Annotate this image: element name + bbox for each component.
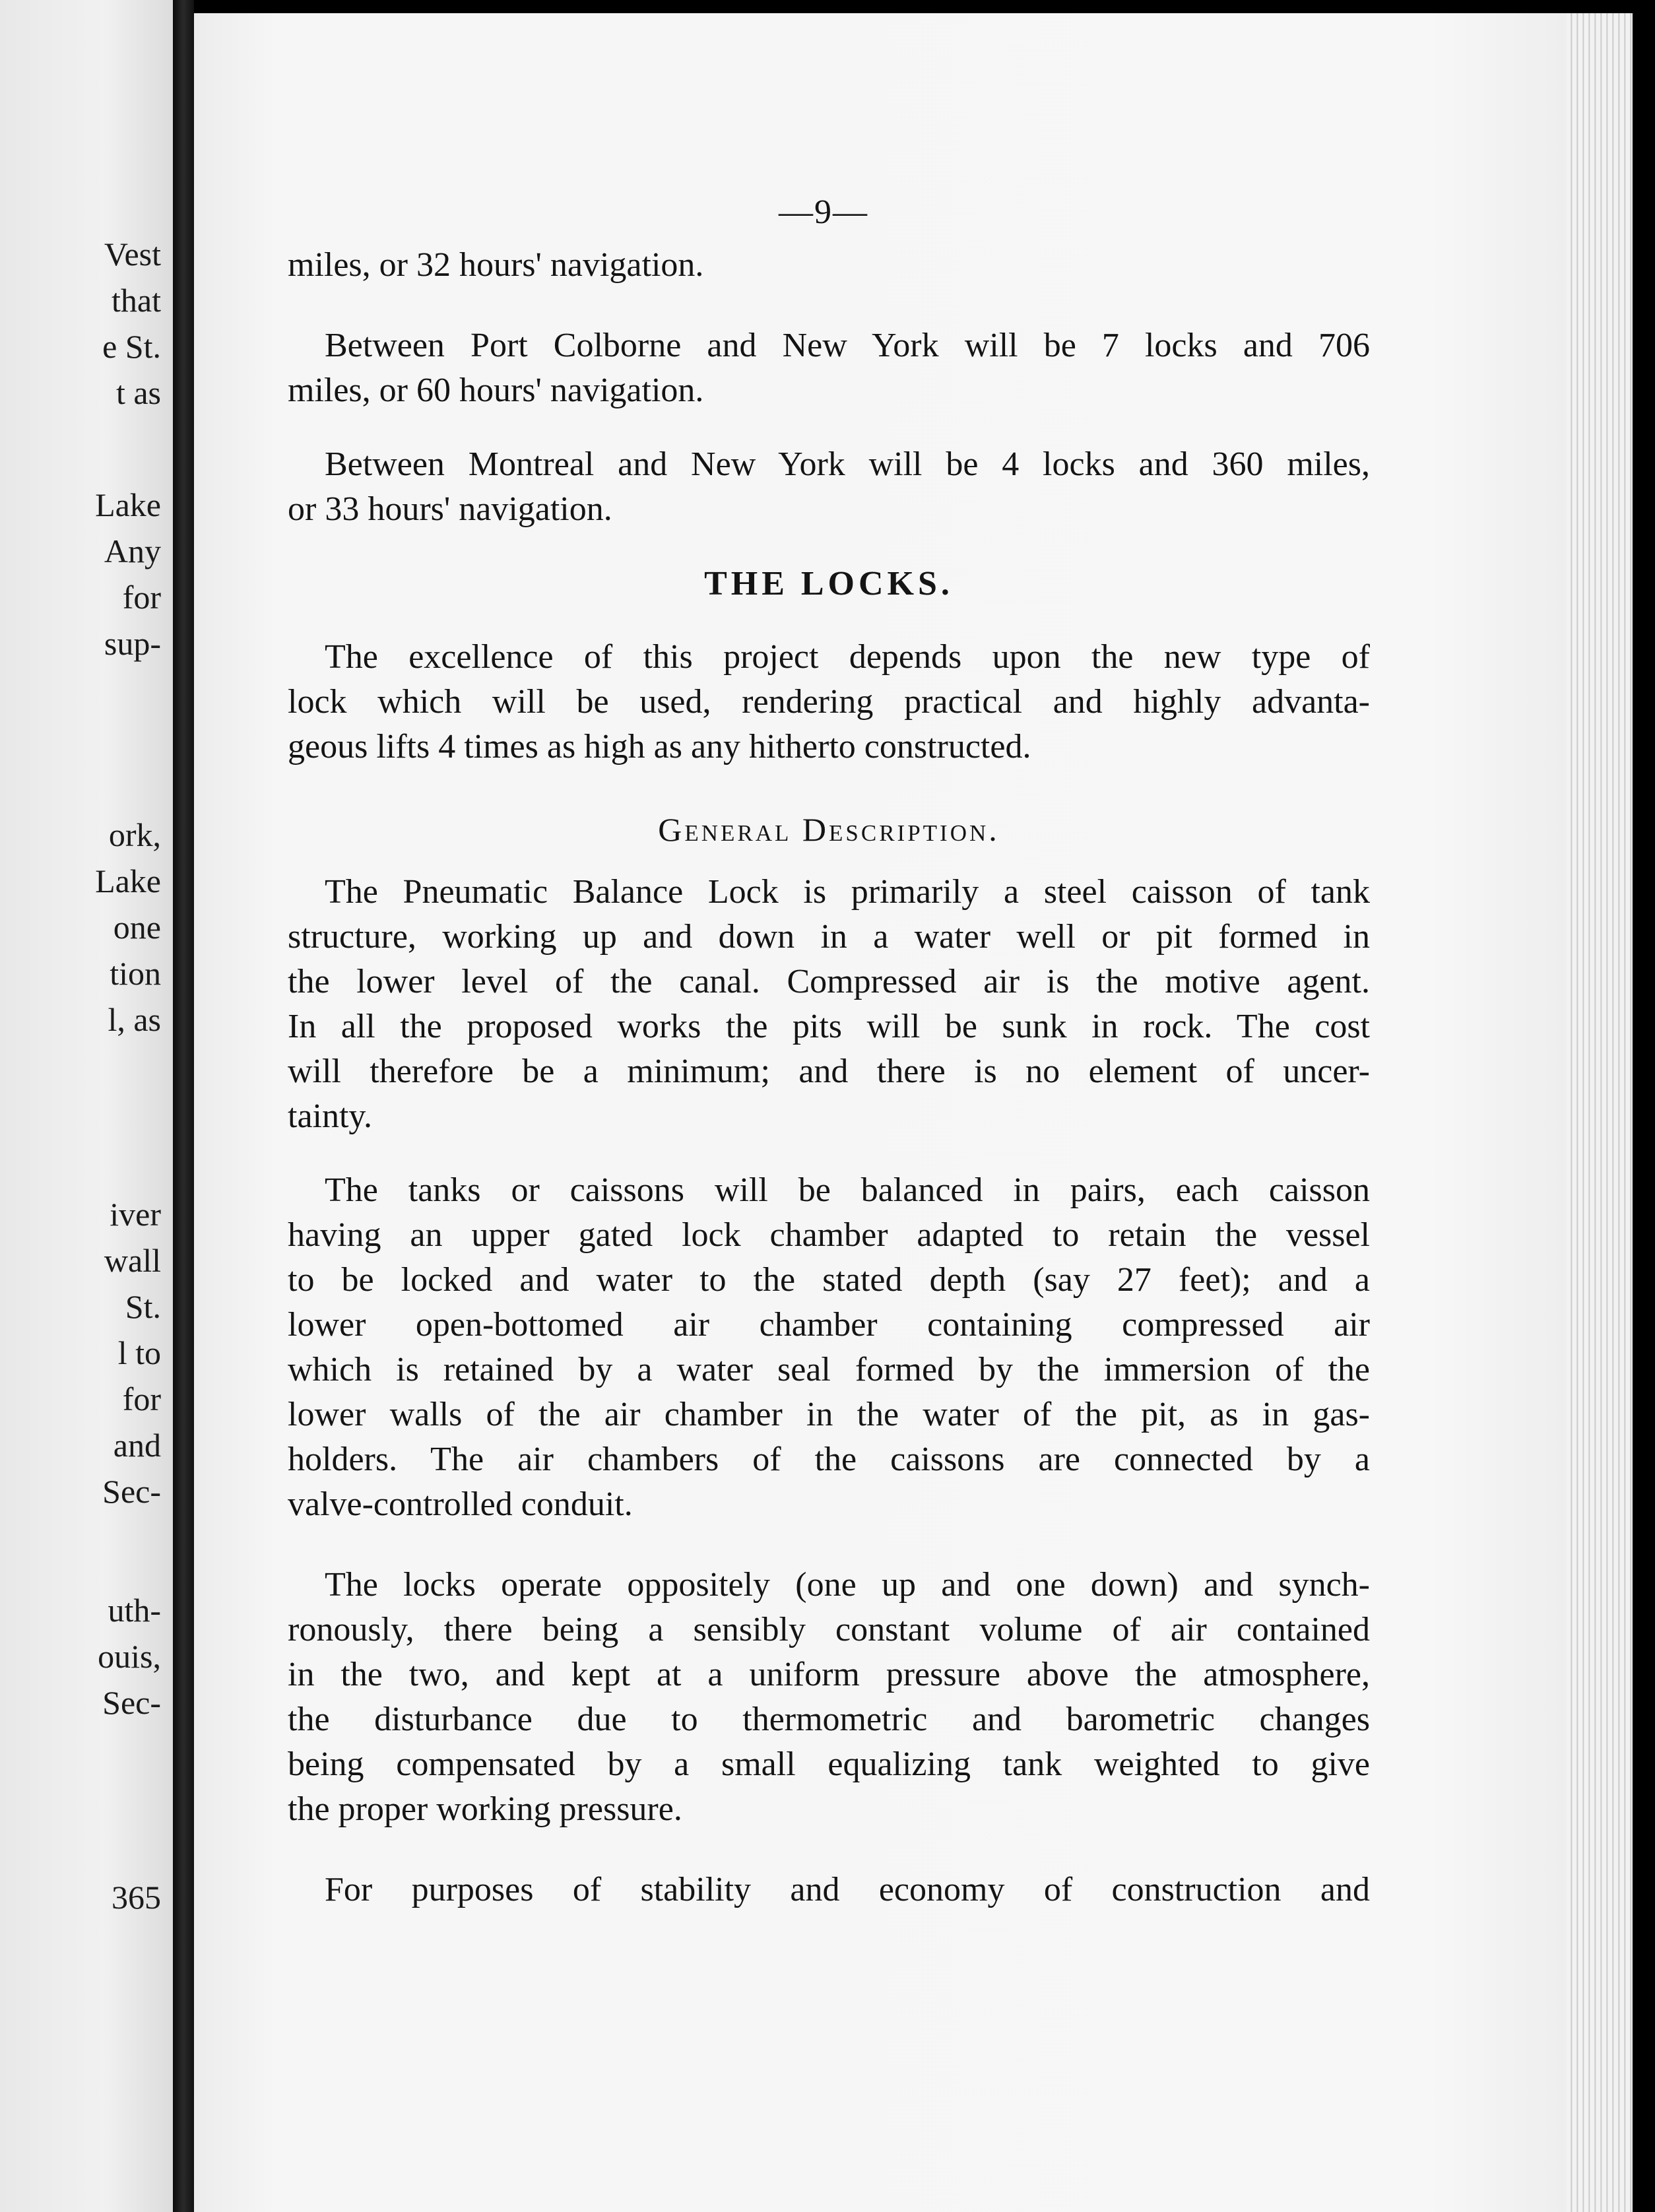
left-page-line: St.: [125, 1288, 161, 1325]
left-page-line: sup-: [104, 625, 161, 662]
paragraph-excellence: [288, 635, 1370, 769]
left-facing-page: [0, 0, 173, 2212]
text-line: The Pneumatic Balance Lock is primarily a steel caisson of tank: [325, 873, 1370, 911]
left-page-line: that: [112, 282, 161, 319]
text-line: the proper working pressure.: [288, 1790, 682, 1828]
left-page-line: t as: [115, 374, 161, 411]
left-page-number: 365: [112, 1879, 161, 1916]
paragraph-montreal: [288, 442, 1370, 532]
text-line: which is retained by a water seal formed by the immersion of the: [288, 1351, 1370, 1388]
left-page-line: iver: [110, 1196, 161, 1233]
left-page-line: ork,: [108, 816, 161, 853]
left-page-line: l, as: [108, 1001, 161, 1038]
paragraph-port-colborne: [288, 323, 1370, 413]
left-page-line: one: [113, 909, 161, 946]
left-page-line: Any: [104, 533, 161, 569]
text-line: holders. The air chambers of the caissons are connected by a: [288, 1441, 1370, 1478]
text-line: The tanks or caissons will be balanced in pairs, each caisson: [325, 1171, 1370, 1209]
left-page-line: for: [122, 1381, 161, 1417]
left-page-line: e St.: [102, 328, 161, 365]
opening-line: miles, or 32 hours' navigation.: [288, 246, 704, 284]
text-line: ronously, there being a sensibly constant volume of air contained: [288, 1611, 1370, 1648]
left-page-line: Lake: [95, 862, 161, 899]
left-page-line: wall: [104, 1242, 161, 1279]
left-page-line: Sec-: [102, 1473, 161, 1510]
book-gutter: [173, 0, 194, 2212]
text-line: the lower level of the canal. Compressed air is the motive agent.: [288, 963, 1370, 1000]
text-line: Between Port Colborne and New York will be 7 locks and 706: [325, 327, 1370, 364]
text-line: Between Montreal and New York will be 4 locks and 360 miles,: [325, 445, 1370, 483]
text-line: being compensated by a small equalizing tank weighted to give: [288, 1745, 1370, 1783]
text-line: having an upper gated lock chamber adapted to retain the vessel: [288, 1216, 1370, 1254]
text-line: For purposes of stability and economy of construction and: [325, 1871, 1370, 1908]
left-page-line: ouis,: [98, 1638, 161, 1675]
text-line: structure, working up and down in a water well or pit formed in: [288, 918, 1370, 956]
left-page-line: for: [122, 579, 161, 616]
text-line: or 33 hours' navigation.: [288, 490, 612, 528]
left-page-line: uth-: [108, 1592, 161, 1629]
paragraph-operate: [288, 1563, 1370, 1832]
left-page-line: Sec-: [102, 1684, 161, 1721]
paragraph-purposes: [288, 1868, 1370, 1912]
text-line: In all the proposed works the pits will be sunk in rock. The cost: [288, 1008, 1370, 1045]
text-line: will therefore be a minimum; and there is no element of uncer-: [288, 1053, 1370, 1090]
left-page-line: Vest: [104, 236, 161, 273]
paragraph-tanks: [288, 1168, 1370, 1527]
scan-border: [1633, 0, 1655, 2212]
section-heading: THE LOCKS.: [704, 565, 954, 602]
text-line: miles, or 60 hours' navigation.: [288, 372, 704, 409]
text-line: lower open-bottomed air chamber containing compressed air: [288, 1306, 1370, 1344]
page-edges: [1567, 13, 1633, 2212]
text-line: the disturbance due to thermometric and barometric changes: [288, 1701, 1370, 1738]
left-page-line: tion: [110, 955, 161, 992]
text-line: valve-controlled conduit.: [288, 1485, 633, 1523]
text-line: to be locked and water to the stated depth (say 27 feet); and a: [288, 1261, 1370, 1299]
left-page-line: l to: [117, 1334, 161, 1371]
text-line: tainty.: [288, 1097, 373, 1135]
paragraph-pneumatic: [288, 870, 1370, 1139]
page-number: —9—: [779, 193, 868, 231]
text-line: The locks operate oppositely (one up and one down) and synch-: [325, 1566, 1370, 1604]
text-line: in the two, and kept at a uniform pressure above the atmosphere,: [288, 1656, 1370, 1693]
left-page-line: Lake: [95, 486, 161, 523]
subsection-heading: General Description.: [658, 811, 1000, 848]
text-line: lower walls of the air chamber in the water of the pit, as in gas-: [288, 1396, 1370, 1433]
left-page-line: and: [113, 1427, 161, 1464]
text-line: lock which will be used, rendering practical and highly advanta-: [288, 683, 1370, 721]
text-line: The excellence of this project depends upon the new type of: [325, 638, 1370, 676]
text-line: geous lifts 4 times as high as any hitherto constructed.: [288, 728, 1031, 765]
